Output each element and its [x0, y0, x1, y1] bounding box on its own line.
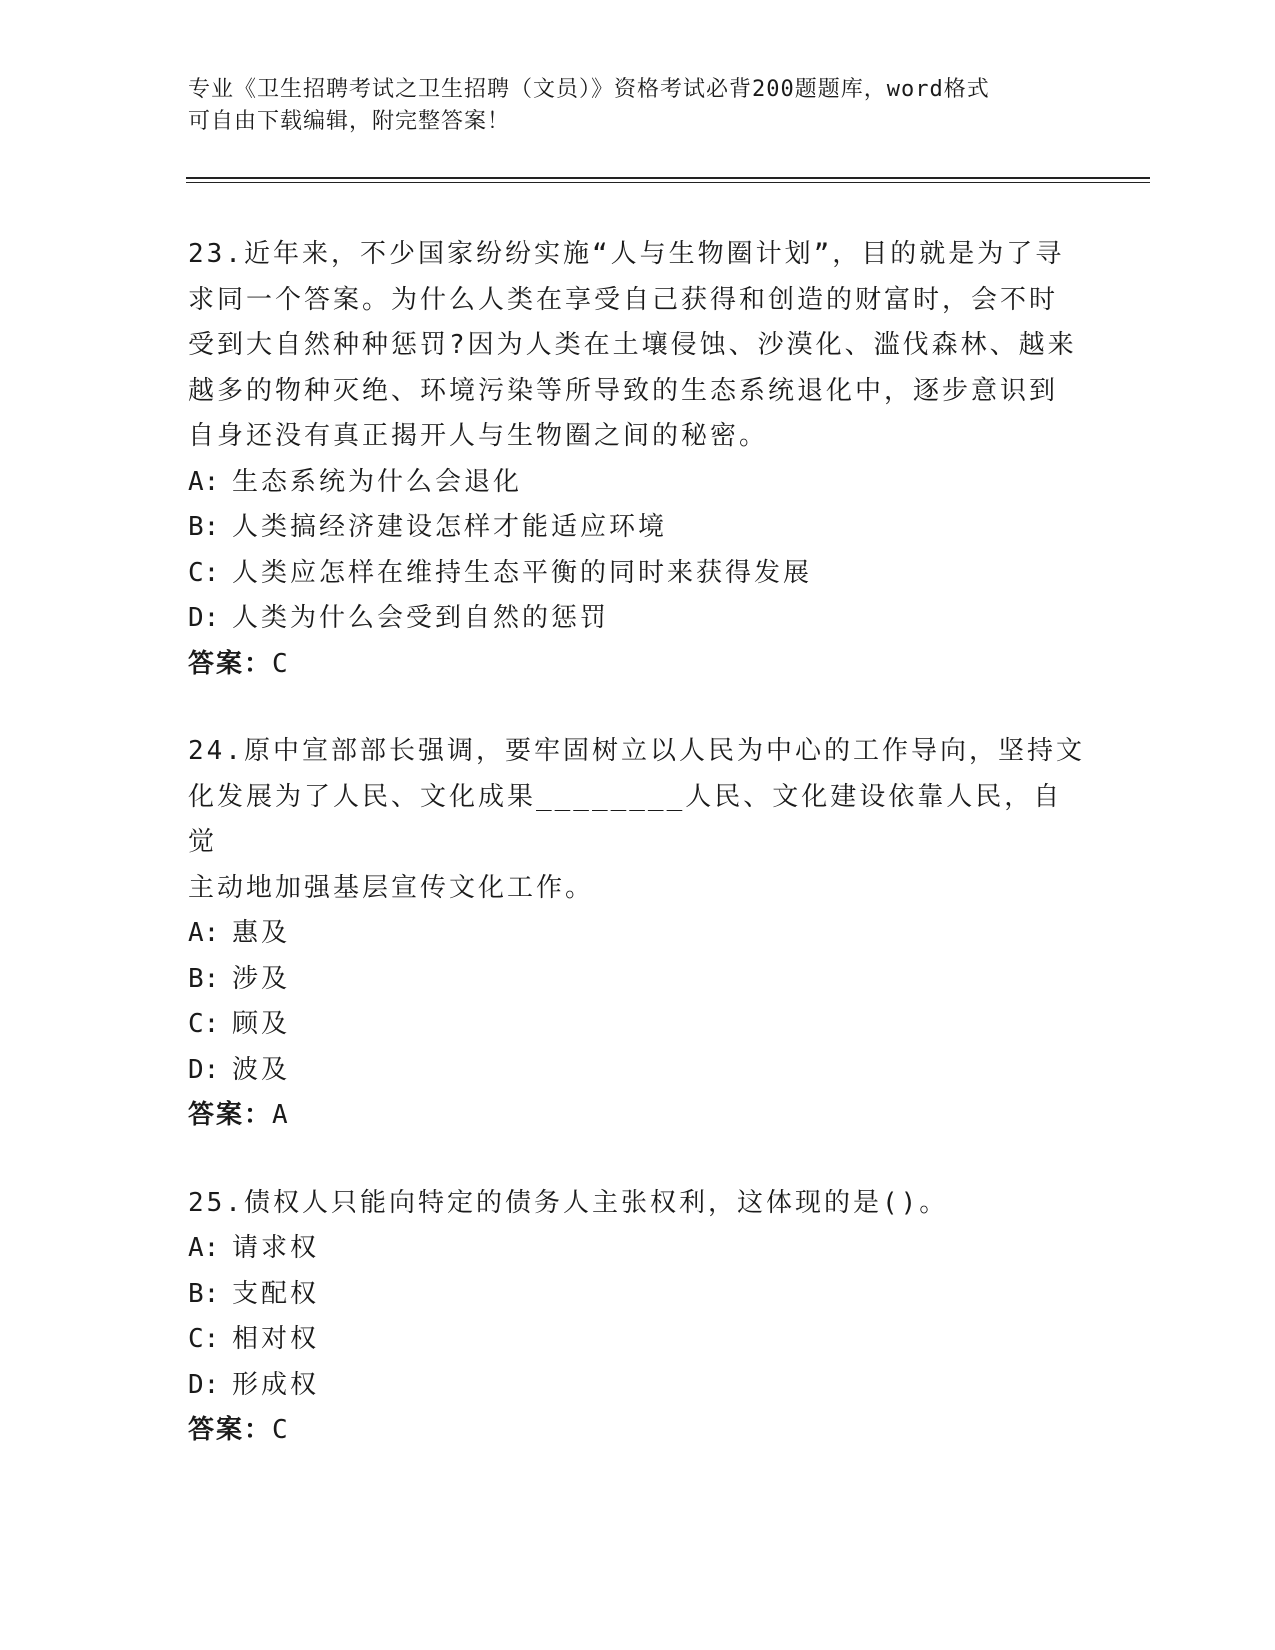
option-letter: A: [188, 918, 220, 948]
question-stem-line: 25.债权人只能向特定的债务人主张权利，这体现的是()。 [188, 1187, 949, 1218]
option-letter: B: [188, 512, 220, 542]
answer-label: 答案： [188, 648, 273, 679]
question-stem-line: 24.原中宣部部长强调，要牢固树立以人民为中心的工作导向，坚持文 [188, 736, 1085, 766]
answer-line [188, 642, 1088, 688]
option-c [188, 1002, 1088, 1048]
question-24 [188, 729, 1088, 1139]
question-stem-line: 自身还没有真正揭开人与生物圈之间的秘密。 [188, 421, 769, 451]
question-stem-line: 越多的物种灭绝、环境污染等所导致的生态系统退化中，逐步意识到 [188, 375, 1059, 406]
option-a [188, 1226, 1088, 1272]
answer-label: 答案： [188, 1100, 273, 1130]
option-b [188, 505, 1088, 551]
question-25 [188, 1181, 1088, 1454]
option-a [188, 460, 1088, 506]
option-text: 人类为什么会受到自然的惩罚 [232, 603, 610, 633]
header-line-1: 专业《卫生招聘考试之卫生招聘（文员）》资格考试必背200题题库，word格式 [188, 77, 990, 102]
option-letter: B: [188, 1278, 220, 1309]
answer-line [188, 1408, 1088, 1454]
option-a [188, 911, 1088, 957]
answer-line [188, 1093, 1088, 1139]
option-letter: C: [188, 1324, 220, 1354]
option-text: 形成权 [232, 1369, 320, 1400]
header-divider-thin [186, 182, 1150, 183]
option-letter: D: [188, 603, 220, 633]
question-stem-line: 求同一个答案。为什么人类在享受自己获得和创造的财富时，会不时 [188, 284, 1059, 315]
question-23 [188, 232, 1088, 687]
option-text: 波及 [232, 1054, 291, 1085]
question-stem-line: 化发展为了人民、文化成果________人民、文化建设依靠人民，自觉 [188, 781, 1063, 857]
option-text: 人类搞经济建设怎样才能适应环境 [232, 512, 668, 542]
option-letter: A: [188, 1233, 220, 1263]
option-letter: D: [188, 1369, 220, 1400]
option-text: 相对权 [232, 1324, 320, 1354]
document-header [188, 74, 1088, 138]
option-letter: C: [188, 557, 220, 588]
option-text: 涉及 [232, 963, 291, 994]
option-c [188, 551, 1088, 597]
option-text: 支配权 [232, 1278, 320, 1309]
question-stem-line: 主动地加强基层宣传文化工作。 [188, 872, 595, 903]
header-line-2: 可自由下载编辑，附完整答案！ [188, 109, 511, 134]
question-list [188, 232, 1088, 1496]
option-d [188, 1363, 1088, 1409]
answer-value: A [272, 1100, 290, 1130]
question-stem-line: 23.近年来，不少国家纷纷实施“人与生物圈计划”，目的就是为了寻 [188, 239, 1065, 269]
option-letter: A: [188, 466, 220, 497]
header-divider-thick [186, 177, 1150, 179]
option-letter: B: [188, 963, 220, 994]
answer-value: C [272, 648, 290, 679]
option-b [188, 957, 1088, 1003]
option-letter: D: [188, 1054, 220, 1085]
option-text: 人类应怎样在维持生态平衡的同时来获得发展 [232, 557, 813, 588]
answer-label: 答案： [188, 1415, 273, 1445]
question-stem-line: 受到大自然种种惩罚?因为人类在土壤侵蚀、沙漠化、滥伐森林、越来 [188, 330, 1077, 360]
option-text: 顾及 [232, 1009, 291, 1039]
option-letter: C: [188, 1009, 220, 1039]
answer-value: C [272, 1415, 290, 1445]
option-c [188, 1317, 1088, 1363]
option-b [188, 1272, 1088, 1318]
option-text: 生态系统为什么会退化 [232, 466, 523, 497]
option-d [188, 1048, 1088, 1094]
option-text: 请求权 [232, 1233, 320, 1263]
option-d [188, 596, 1088, 642]
option-text: 惠及 [232, 918, 291, 948]
